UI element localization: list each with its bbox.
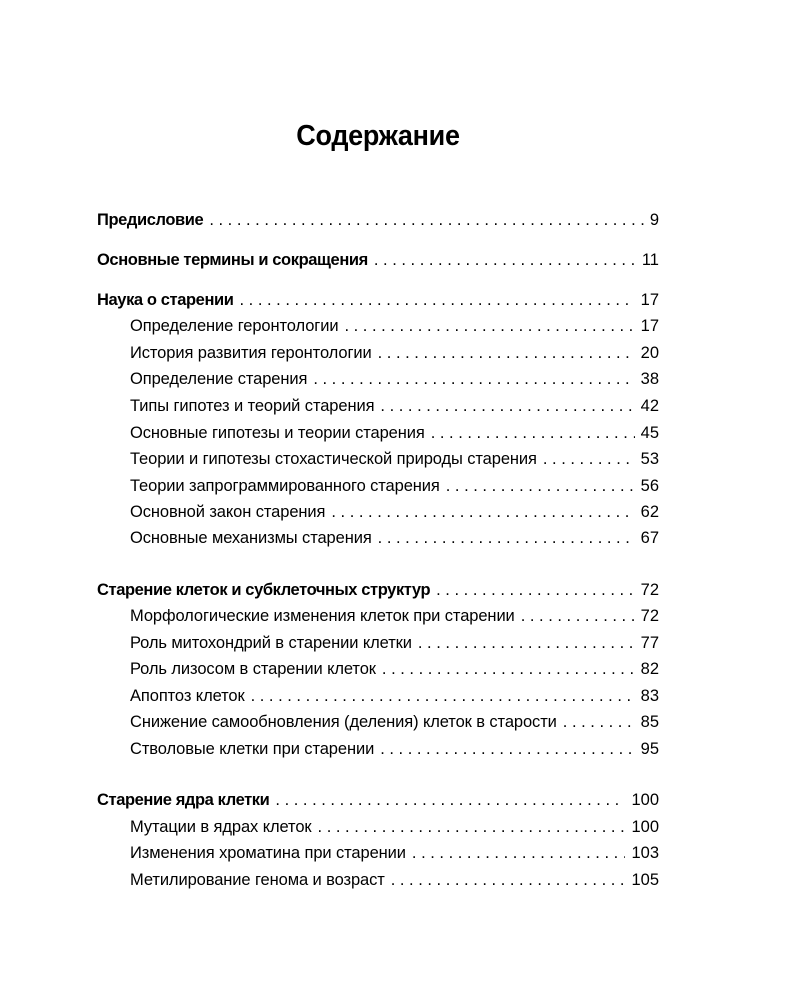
toc-subentry: [130, 448, 659, 470]
toc-entry-page: 20: [640, 344, 659, 362]
toc-entry-page: 17: [640, 317, 659, 335]
toc-entry-page: 82: [640, 660, 659, 678]
leader-dots: [318, 816, 626, 838]
toc-entry-page: 42: [640, 397, 659, 415]
toc-entry-page: 67: [640, 529, 659, 547]
toc-subentry: [130, 475, 659, 497]
toc-subentry: [130, 315, 659, 337]
leader-dots: [209, 209, 643, 231]
toc-entry-page: 9: [649, 211, 659, 229]
leader-dots: [431, 422, 635, 444]
toc-entry: [97, 579, 659, 601]
toc-entry-page: 83: [640, 687, 659, 705]
toc-entry-title: История развития геронтологии: [130, 344, 372, 362]
toc-entry-title: Метилирование генома и возраст: [130, 871, 385, 889]
toc-entry-page: 85: [640, 713, 659, 731]
toc-entry-page: 56: [640, 477, 659, 495]
leader-dots: [331, 501, 634, 523]
toc-subentry: [130, 738, 659, 760]
toc-entry-title: Основные механизмы старения: [130, 529, 372, 547]
leader-dots: [436, 579, 635, 601]
leader-dots: [275, 789, 625, 811]
leader-dots: [344, 315, 634, 337]
toc-entry: [97, 249, 659, 271]
toc-subentry: [130, 816, 659, 838]
toc-subentry: [130, 395, 659, 417]
toc-subentry: [130, 842, 659, 864]
leader-dots: [380, 395, 634, 417]
toc-entry-title: Морфологические изменения клеток при старении: [130, 607, 515, 625]
page-title: Содержание: [296, 120, 460, 152]
leader-dots: [382, 658, 635, 680]
toc-subentry: [130, 632, 659, 654]
toc-entry-title: Апоптоз клеток: [130, 687, 245, 705]
leader-dots: [380, 738, 634, 760]
toc-subentry: [130, 368, 659, 390]
toc-entry: [97, 209, 659, 231]
toc-entry-title: Снижение самообновления (деления) клеток в старости: [130, 713, 557, 731]
toc-subentry: [130, 605, 659, 627]
toc-entry-page: 77: [640, 634, 659, 652]
toc-entry-title: Предисловие: [97, 211, 204, 229]
leader-dots: [378, 527, 635, 549]
leader-dots: [251, 685, 635, 707]
leader-dots: [374, 249, 636, 271]
toc-entry-title: Теории запрограммированного старения: [130, 477, 440, 495]
toc-entry-page: 100: [631, 818, 659, 836]
toc-entry-page: 105: [631, 871, 659, 889]
toc-entry: [97, 289, 659, 311]
toc-entry-title: Теории и гипотезы стохастической природы старения: [130, 450, 537, 468]
toc-entry-page: 95: [640, 740, 659, 758]
leader-dots: [563, 711, 635, 733]
toc-subentry: [130, 527, 659, 549]
toc-entry-page: 17: [640, 291, 659, 309]
toc-subentry: [130, 501, 659, 523]
toc-entry-title: Изменения хроматина при старении: [130, 844, 406, 862]
toc-entry-title: Определение геронтологии: [130, 317, 339, 335]
toc-entry-page: 100: [631, 791, 659, 809]
toc-subentry: [130, 685, 659, 707]
toc-subentry: [130, 869, 659, 891]
toc-entry-title: Наука о старении: [97, 291, 234, 309]
toc-entry-title: Основные термины и сокращения: [97, 251, 368, 269]
leader-dots: [418, 632, 635, 654]
toc-subentry: [130, 342, 659, 364]
toc-entry-title: Мутации в ядрах клеток: [130, 818, 312, 836]
toc-entry-page: 53: [640, 450, 659, 468]
toc-entry-page: 72: [640, 607, 659, 625]
toc-subentry: [130, 422, 659, 444]
toc-entry-page: 11: [641, 251, 659, 269]
toc-entry-title: Основные гипотезы и теории старения: [130, 424, 425, 442]
toc-entry-title: Старение клеток и субклеточных структур: [97, 581, 431, 599]
toc-subentry: [130, 711, 659, 733]
toc-entry-title: Роль лизосом в старении клеток: [130, 660, 376, 678]
leader-dots: [412, 842, 626, 864]
toc-entry-title: Стволовые клетки при старении: [130, 740, 375, 758]
leader-dots: [240, 289, 635, 311]
toc-entry-title: Роль митохондрий в старении клетки: [130, 634, 412, 652]
toc-entry-page: 72: [640, 581, 659, 599]
leader-dots: [543, 448, 635, 470]
leader-dots: [521, 605, 635, 627]
toc-entry-page: 62: [640, 503, 659, 521]
toc-entry-page: 45: [640, 424, 659, 442]
toc-entry: [97, 789, 659, 811]
leader-dots: [446, 475, 635, 497]
toc-entry-title: Старение ядра клетки: [97, 791, 270, 809]
toc-subentry: [130, 658, 659, 680]
leader-dots: [391, 869, 626, 891]
toc-entry-page: 103: [631, 844, 659, 862]
toc-entry-title: Определение старения: [130, 370, 308, 388]
leader-dots: [378, 342, 635, 364]
toc-entry-title: Типы гипотез и теорий старения: [130, 397, 375, 415]
toc-entry-title: Основной закон старения: [130, 503, 326, 521]
leader-dots: [313, 368, 634, 390]
toc-entry-page: 38: [640, 370, 659, 388]
